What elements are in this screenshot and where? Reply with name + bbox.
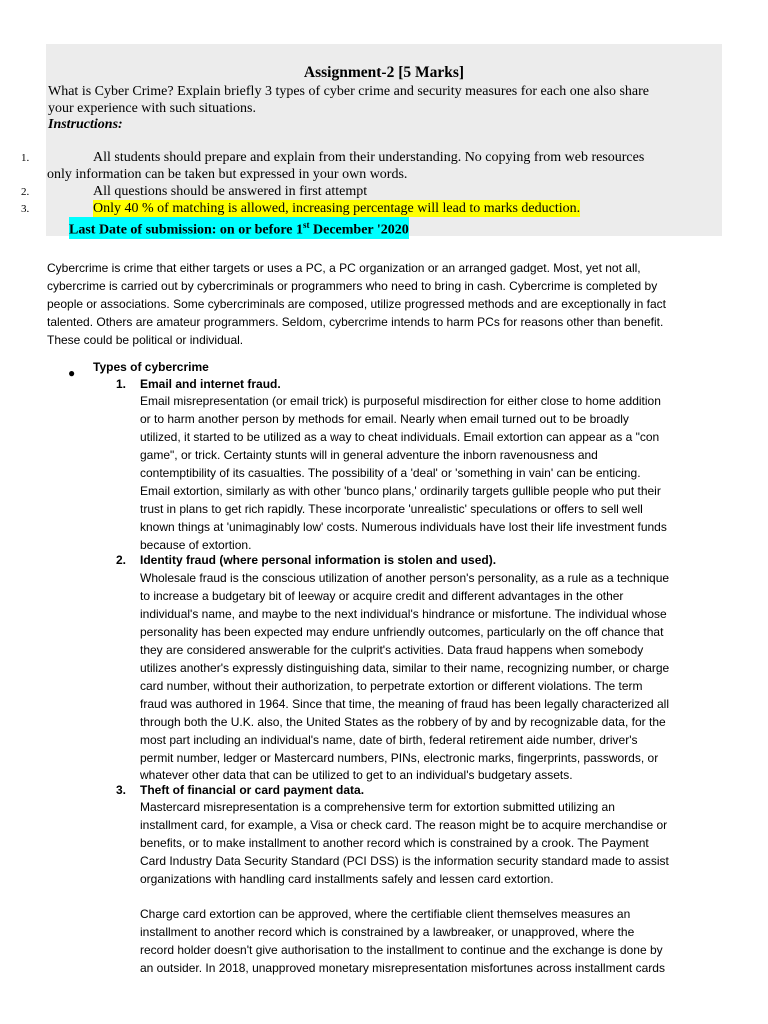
item-paragraph: Email misrepresentation (or email trick) is purposeful misdirection for either close to home addition or to harm another person by methods for email. Nearly when email turned out to be broadly utilized, it started to be utilized as a way to cheat individuals. Email extortion can appear as a "con game", or trick. Certainty stunts will in general adventure the inborn ravenousness and contemptibility of its casualties. The possibility of a 'deal' or 'something in vain' can be enticing. Email extortion, similarly as with other 'bunco plans,' ordinarily targets gullible people who put their trust in plans to get rich rapidly. These incorporate 'unrealistic' speculations or offers to sell well known things at 'unimaginably low' costs. Numerous individuals have lost their life investment funds because of extortion. [140,394,667,552]
assignment-title: Assignment-2 [5 Marks] [303,64,465,81]
item-heading: Email and internet fraud. [140,377,281,391]
instruction-item: All questions should be answered in first attempt [93,184,368,199]
bullet-icon: ● [68,366,76,380]
submission-deadline: Last Date of submission: on or before 1st December '2020 [69,217,409,239]
intro-paragraph: Cybercrime is crime that either targets or uses a PC, a PC organization or an arranged gadget. Most, yet not all, cybercrime is carried out by cybercriminals or programmers who need to bring in cash. Cybercrime is completed by people or associations. Some cybercriminals are composed, utilize progressed methods and are exceptionally in fact talented. Others are amateur programmers. Seldom, cybercrime intends to harm PCs for reasons other than benefit. These could be political or individual. [47,261,666,347]
item-heading: Identity fraud (where personal information is stolen and used). [140,553,497,567]
item-paragraph: Wholesale fraud is the conscious utilization of another person's personality, as a rule as a technique to increase a budgetary bit of leeway or acquire credit and different advantages in the other individual's name, and maybe to the next individual's hindrance or misfortune. The individual whose personality has been expected may endure unfriendly outcomes, particularly on the off chance that they are considered answerable for the culprit's activities. Data fraud happens when somebody utilizes another's expressly distinguishing data, similar to their name, recognizing number, or charge card number, without their authorization, to perpetrate extortion or different violations. The term fraud was authored in 1964. Since that time, the meaning of fraud has been legally characterized all through both the U.K. also, the United States as the robbery of by and by recognizable data, for the most part including an individual's name, date of birth, federal retirement aide number, driver's permit number, ledger or Mastercard numbers, PINs, electronic marks, fingerprints, passwords, or whatever other data that can be utilized to get to an individual's budgetary assets. [140,571,670,783]
instruction-item-highlighted: Only 40 % of matching is allowed, increasing percentage will lead to marks deduction. [93,201,581,216]
instruction-number: 1. [21,152,30,164]
instruction-number: 2. [21,186,30,198]
instruction-item-continued: only information can be taken but expressed in your own words. [47,167,408,182]
item-paragraph: Mastercard misrepresentation is a comprehensive term for extortion submitted utilizing an installment card, for example, a Visa or check card. The reason might be to acquire merchandise or benefits, or to make installment to another record which is constrained by a crook. The Payment Card Industry Data Security Standard (PCI DSS) is the information security standard made to assist organizations with handling card installments safely and lessen card extortion. [140,800,669,886]
instruction-number: 3. [21,203,30,215]
types-heading: Types of cybercrime [93,360,209,374]
instructions-label: Instructions: [48,117,123,132]
instruction-item: All students should prepare and explain from their understanding. No copying from web resources [93,150,645,165]
item-number: 1. [116,377,127,391]
item-number: 2. [116,553,127,567]
item-paragraph-continued: Charge card extortion can be approved, where the certifiable client themselves measures an installment to another record which is constrained by a lawbreaker, or unapproved, where the record holder doesn't give authorisation to the installment to continue and the exchange is done by an outsider. In 2018, unapproved monetary misrepresentation misfortunes across installment cards [140,907,665,975]
item-number: 3. [116,783,127,797]
item-heading: Theft of financial or card payment data. [140,783,365,797]
assignment-question: What is Cyber Crime? Explain briefly 3 types of cyber crime and security measures for each one also share your experience with such situations. [48,84,650,116]
